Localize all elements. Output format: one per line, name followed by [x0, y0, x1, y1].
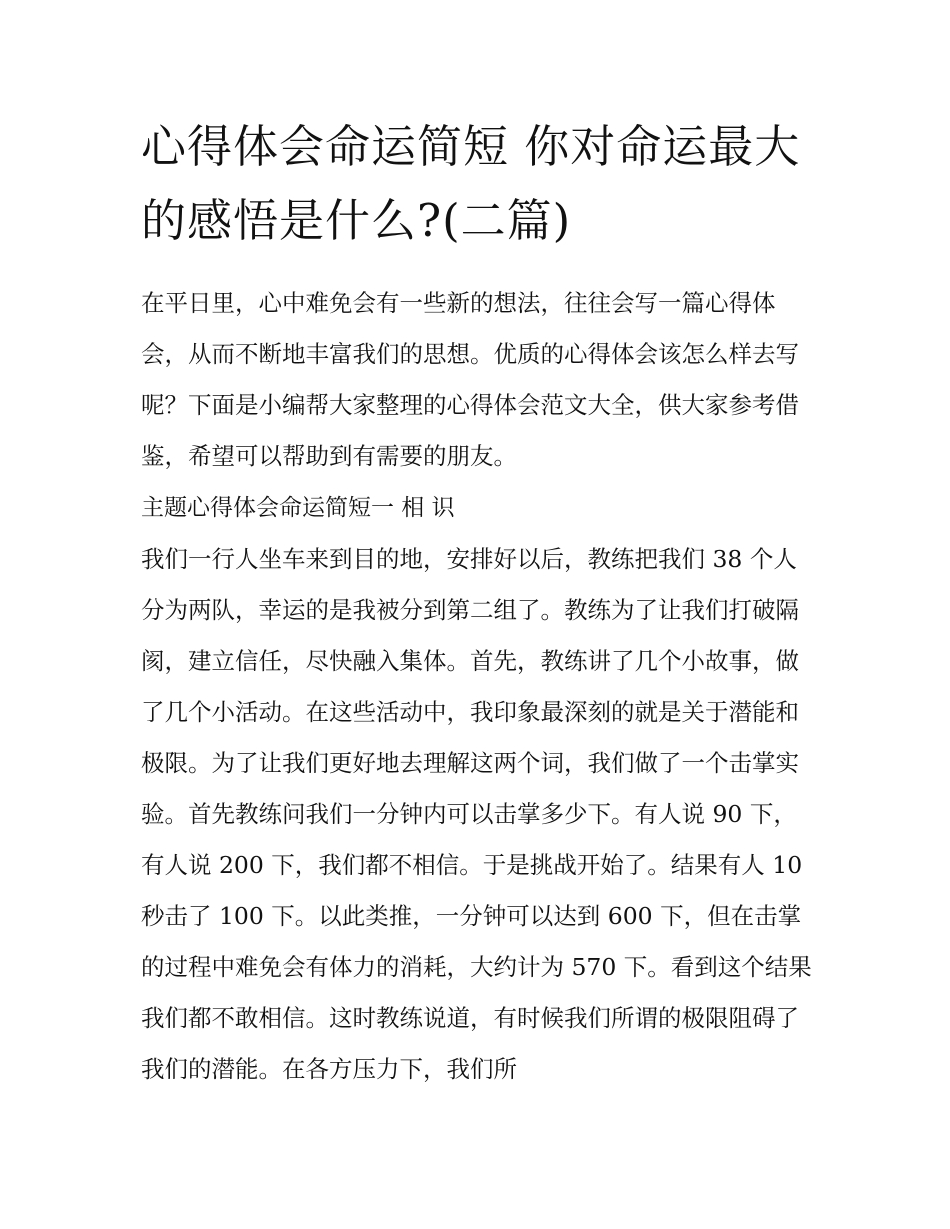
intro-paragraph: 在平日里，心中难免会有一些新的想法，往往会写一篇心得体会，从而不断地丰富我们的思想。优质的心得体会该怎么样去写呢？下面是小编帮大家整理的心得体会范文大全，供大家参考借鉴，希望可以帮助到有需要的朋友。 [141, 289, 799, 470]
section-heading: 主题心得体会命运简短一 相 识 [141, 495, 455, 521]
section-body-paragraph: 我们一行人坐车来到目的地，安排好以后，教练把我们 38 个人分为两队，幸运的是我被分到第二组了。教练为了让我们打破隔阂，建立信任，尽快融入集体。首先，教练讲了几个小故事，做了几个小活动。在这些活动中，我印象最深刻的就是关于潜能和极限。为了让我们更好地去理解这两个词，我们做了一个击掌实验。首先教练问我们一分钟内可以击掌多少下。有人说 90 下，有人说 200 下，我们都不相信。于是挑战开始了。结果有人 10 秒击了 100 下。以此类推，一分钟可以达到 600 下，但在击掌的过程中难免会有体力的消耗，大约计为 570 下。看到这个结果我们都不敢相信。这时教练说道，有时候我们所谓的极限阻碍了我们的潜能。在各方压力下，我们所 [141, 545, 812, 1083]
document-page [141, 110, 821, 1095]
document-title: 心得体会命运简短 你对命运最大的感悟是什么?(二篇) [141, 120, 801, 247]
